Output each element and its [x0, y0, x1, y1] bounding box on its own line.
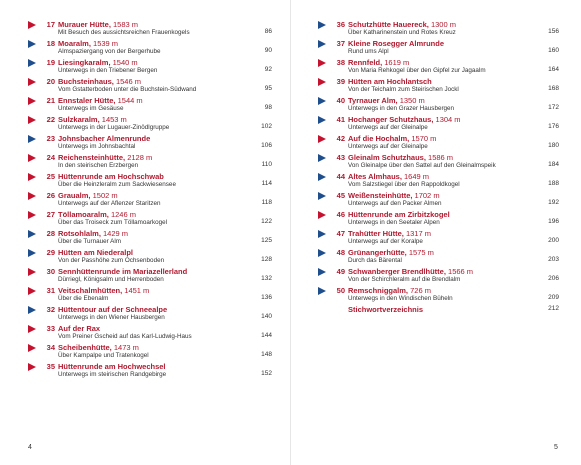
triangle-flag-icon	[28, 173, 36, 181]
entry-subtitle: Über das Troiseck zum Töllamoarkogel	[58, 218, 168, 226]
entry-title-text: Schwanberger Brendlhütte,	[348, 267, 446, 276]
entry-number: 45	[336, 191, 345, 200]
triangle-flag-icon	[28, 116, 36, 124]
entry-subtitle: Unterwegs in den Windischen Büheln	[348, 294, 453, 302]
entry-title-text: Trahütter Hütte,	[348, 229, 404, 238]
triangle-flag-icon	[28, 230, 36, 238]
entry-number: 18	[46, 39, 55, 48]
entry-title-text: Moaralm,	[58, 39, 91, 48]
entry-title-text: Murauer Hütte,	[58, 20, 111, 29]
triangle-flag-icon	[318, 40, 326, 48]
entry-altitude: 1300 m	[430, 20, 456, 29]
entry-subtitle: Über Katharinenstein und Rotes Kreuz	[348, 28, 456, 36]
toc-entry[interactable]	[28, 286, 272, 305]
entry-altitude: 1453 m	[101, 115, 127, 124]
toc-entry[interactable]	[318, 77, 559, 96]
triangle-flag-icon	[28, 211, 36, 219]
entry-number: 29	[46, 248, 55, 257]
toc-entry[interactable]	[318, 134, 559, 153]
entry-altitude: 1429 m	[103, 229, 129, 238]
entry-altitude: 1619 m	[384, 58, 410, 67]
triangle-flag-icon	[318, 230, 326, 238]
entry-title-text: Remschniggalm,	[348, 286, 409, 295]
entry-subtitle: Unterwegs auf der Koralpe	[348, 237, 423, 245]
toc-entry[interactable]	[28, 20, 272, 39]
toc-entry[interactable]	[318, 20, 559, 39]
entry-subtitle: Über Kampalpe und Tratenkogel	[58, 351, 149, 359]
index-page-number: 212	[548, 305, 559, 312]
toc-entry[interactable]	[318, 153, 559, 172]
triangle-flag-icon	[28, 363, 36, 371]
entry-altitude: 1502 m	[92, 191, 118, 200]
entry-subtitle: In den steirischen Erzbergen	[58, 161, 139, 169]
right-page	[318, 20, 559, 324]
entry-title-text: Ennstaler Hütte,	[58, 96, 116, 105]
entry-title-text: Rennfeld,	[348, 58, 383, 67]
triangle-flag-icon	[318, 116, 326, 124]
entry-page-number: 184	[548, 161, 559, 168]
toc-entry[interactable]	[28, 96, 272, 115]
entry-title-text: Tyrnauer Alm,	[348, 96, 398, 105]
entry-page-number: 200	[548, 237, 559, 244]
entry-number: 41	[336, 115, 345, 124]
entry-title-text: Hütten am Niederalpl	[58, 248, 134, 257]
triangle-flag-icon	[28, 59, 36, 67]
triangle-flag-icon	[318, 287, 326, 295]
triangle-flag-icon	[28, 40, 36, 48]
entry-number: 50	[336, 286, 345, 295]
entry-altitude: 1583 m	[113, 20, 139, 29]
page-spine	[290, 0, 291, 465]
entry-number: 43	[336, 153, 345, 162]
triangle-flag-icon	[28, 97, 36, 105]
entry-subtitle: Almspaziergang von der Bergerhube	[58, 47, 161, 55]
entry-altitude: 1649 m	[404, 172, 430, 181]
triangle-flag-icon	[318, 211, 326, 219]
entry-page-number: 92	[264, 66, 272, 73]
triangle-flag-icon	[28, 249, 36, 257]
entry-number: 21	[46, 96, 55, 105]
entry-number: 48	[336, 248, 345, 257]
entry-number: 40	[336, 96, 345, 105]
entry-title-text: Johnsbacher Almenrunde	[58, 134, 151, 143]
entry-page-number: 148	[261, 351, 272, 358]
toc-entry[interactable]	[318, 39, 559, 58]
entry-subtitle: Unterwegs auf der Gleinalpe	[348, 142, 428, 150]
entry-subtitle: Unterwegs in der Lugauer-Zinödlgruppe	[58, 123, 170, 131]
entry-altitude: 1586 m	[428, 153, 454, 162]
entry-altitude: 1575 m	[408, 248, 434, 257]
entry-page-number: 86	[264, 28, 272, 35]
triangle-flag-icon	[318, 192, 326, 200]
entry-subtitle: Von Maria Rehkogel über den Gipfel zur Jagaalm	[348, 66, 486, 74]
entry-number: 42	[336, 134, 345, 143]
entry-page-number: 122	[261, 218, 272, 225]
entry-title-text: Sulzkaralm,	[58, 115, 100, 124]
entry-number: 30	[46, 267, 55, 276]
entry-number: 37	[336, 39, 345, 48]
entry-title-text: Auf der Rax	[58, 324, 101, 333]
entry-title-text: Grünangerhütte,	[348, 248, 407, 257]
entry-subtitle: Unterwegs auf der Gleinalpe	[348, 123, 428, 131]
entry-subtitle: Rund ums Alpl	[348, 47, 389, 55]
entry-subtitle: Von der Teichalm zum Steirischen Jockl	[348, 85, 459, 93]
entry-subtitle: Von Gleinalpe über den Sattel auf den Gleinalmspeik	[348, 161, 496, 169]
entry-altitude: 1546 m	[115, 77, 141, 86]
entry-altitude: 1350 m	[399, 96, 425, 105]
entry-subtitle: Unterwegs im Gesäuse	[58, 104, 124, 112]
entry-title-text: Auf die Hochalm,	[348, 134, 410, 143]
index-entry[interactable]	[318, 305, 559, 324]
entry-title-text: Hütten am Hochlantsch	[348, 77, 432, 86]
entry-page-number: 164	[548, 66, 559, 73]
triangle-flag-icon	[28, 306, 36, 314]
entry-number: 31	[46, 286, 55, 295]
entry-title-text: Scheibenhütte,	[58, 343, 112, 352]
entry-page-number: 125	[261, 237, 272, 244]
entry-number: 33	[46, 324, 55, 333]
entry-number: 23	[46, 134, 55, 143]
entry-title-text: Altes Almhaus,	[348, 172, 402, 181]
triangle-flag-icon	[318, 21, 326, 29]
entry-altitude: 1539 m	[93, 39, 119, 48]
entry-title-text: Kleine Rosegger Almrunde	[348, 39, 444, 48]
toc-entry[interactable]	[318, 58, 559, 77]
entry-page-number: 90	[264, 47, 272, 54]
toc-entry[interactable]	[28, 210, 272, 229]
entry-title-text: Buchsteinhaus,	[58, 77, 114, 86]
entry-title-text: Töllamoaralm,	[58, 210, 109, 219]
entry-subtitle: Unterwegs auf den Packer Almen	[348, 199, 442, 207]
entry-title-text: Sennhüttenrunde im Mariazellerland	[58, 267, 188, 276]
entry-title-text: Veitschalmhütten,	[58, 286, 123, 295]
entry-page-number: 168	[548, 85, 559, 92]
triangle-flag-icon	[28, 325, 36, 333]
entry-page-number: 128	[261, 256, 272, 263]
entry-page-number: 132	[261, 275, 272, 282]
entry-altitude: 1317 m	[405, 229, 431, 238]
entry-number: 49	[336, 267, 345, 276]
entry-page-number: 203	[548, 256, 559, 263]
entry-subtitle: Durch das Bärental	[348, 256, 402, 264]
triangle-flag-icon	[318, 97, 326, 105]
triangle-flag-icon	[28, 268, 36, 276]
triangle-flag-icon	[28, 287, 36, 295]
entry-page-number: 156	[548, 28, 559, 35]
entry-page-number: 176	[548, 123, 559, 130]
entry-subtitle: Unterwegs in den Triebener Bergen	[58, 66, 158, 74]
entry-number: 19	[46, 58, 55, 67]
entry-number: 34	[46, 343, 55, 352]
entry-altitude: 1246 m	[110, 210, 136, 219]
entry-title-text: Hüttentour auf der Schneealpe	[58, 305, 168, 314]
entry-title-text: Weißensteinhütte,	[348, 191, 413, 200]
entry-number: 24	[46, 153, 55, 162]
entry-page-number: 172	[548, 104, 559, 111]
entry-altitude: 1544 m	[117, 96, 143, 105]
toc-entry[interactable]	[318, 191, 559, 210]
entry-page-number: 95	[264, 85, 272, 92]
triangle-flag-icon	[28, 135, 36, 143]
toc-entry[interactable]	[28, 39, 272, 58]
entry-subtitle: Unterwegs in den Grazer Hausbergen	[348, 104, 455, 112]
toc-entry[interactable]	[28, 58, 272, 77]
entry-subtitle: Von der Schirchleralm auf die Brendlalm	[348, 275, 461, 283]
entry-page-number: 144	[261, 332, 272, 339]
entry-title-text: Hochanger Schutzhaus,	[348, 115, 434, 124]
left-page	[28, 20, 272, 381]
toc-entry[interactable]	[318, 229, 559, 248]
entry-subtitle: Über die Turnauer Alm	[58, 237, 121, 245]
entry-number: 47	[336, 229, 345, 238]
entry-subtitle: Vom Gstatterboden unter die Buchstein-Südwand	[58, 85, 197, 93]
triangle-flag-icon	[318, 173, 326, 181]
right-folio: 5	[554, 444, 558, 451]
entry-altitude: 1451 m	[124, 286, 150, 295]
entry-page-number: 106	[261, 142, 272, 149]
entry-subtitle: Von der Passhöhe zum Ochsenboden	[58, 256, 165, 264]
triangle-flag-icon	[318, 268, 326, 276]
entry-altitude: 2128 m	[127, 153, 153, 162]
entry-subtitle: Dürriegl, Königsalm und Herrenboden	[58, 275, 164, 283]
entry-subtitle: Über die Heinzleralm zum Sackwiesensee	[58, 180, 176, 188]
entry-title-text: Hüttenrunde am Zirbitzkogel	[348, 210, 450, 219]
toc-entry[interactable]	[28, 343, 272, 362]
left-folio: 4	[28, 444, 32, 451]
triangle-flag-icon	[318, 249, 326, 257]
toc-entry[interactable]	[318, 267, 559, 286]
entry-page-number: 152	[261, 370, 272, 377]
entry-number: 36	[336, 20, 345, 29]
entry-number: 22	[46, 115, 55, 124]
entry-number: 26	[46, 191, 55, 200]
toc-entry[interactable]	[28, 267, 272, 286]
entry-number: 32	[46, 305, 55, 314]
toc-entry[interactable]	[318, 172, 559, 191]
entry-page-number: 206	[548, 275, 559, 282]
entry-subtitle: Unterwegs auf der Aflenzer Staritzen	[58, 199, 161, 207]
triangle-flag-icon	[28, 192, 36, 200]
entry-page-number: 114	[261, 180, 272, 187]
entry-title-text: Liesingkaralm,	[58, 58, 111, 67]
entry-altitude: 1540 m	[112, 58, 138, 67]
triangle-flag-icon	[318, 135, 326, 143]
entry-altitude: 1570 m	[411, 134, 437, 143]
toc-entry[interactable]	[28, 77, 272, 96]
entry-altitude: 1304 m	[435, 115, 461, 124]
entry-page-number: 160	[548, 47, 559, 54]
entry-number: 44	[336, 172, 345, 181]
toc-entry[interactable]	[318, 115, 559, 134]
entry-number: 25	[46, 172, 55, 181]
toc-entry[interactable]	[28, 115, 272, 134]
toc-entry[interactable]	[28, 229, 272, 248]
entry-altitude: 726 m	[410, 286, 431, 295]
toc-entry[interactable]	[28, 153, 272, 172]
entry-page-number: 118	[261, 199, 272, 206]
entry-number: 46	[336, 210, 345, 219]
entry-altitude: 1566 m	[448, 267, 474, 276]
entry-page-number: 110	[261, 161, 272, 168]
index-label: Stichwortverzeichnis	[348, 305, 424, 314]
triangle-flag-icon	[28, 78, 36, 86]
entry-page-number: 102	[261, 123, 272, 130]
triangle-flag-icon	[318, 78, 326, 86]
triangle-flag-icon	[318, 59, 326, 67]
entry-subtitle: Unterwegs im steirischen Randgebirge	[58, 370, 167, 378]
toc-entry[interactable]	[318, 286, 559, 305]
entry-altitude: 1473 m	[113, 343, 139, 352]
toc-entry[interactable]	[318, 210, 559, 229]
entry-subtitle: Mit Besuch des aussichtsreichen Frauenkogels	[58, 28, 190, 36]
toc-entry[interactable]	[318, 96, 559, 115]
entry-page-number: 188	[548, 180, 559, 187]
toc-entry[interactable]	[28, 172, 272, 191]
entry-number: 38	[336, 58, 345, 67]
toc-entry[interactable]	[318, 248, 559, 267]
entry-altitude: 1702 m	[414, 191, 440, 200]
entry-title-text: Graualm,	[58, 191, 91, 200]
entry-number: 35	[46, 362, 55, 371]
entry-subtitle: Unterwegs in den Seetaler Alpen	[348, 218, 440, 226]
entry-page-number: 180	[548, 142, 559, 149]
entry-number: 28	[46, 229, 55, 238]
entry-page-number: 98	[264, 104, 272, 111]
entry-page-number: 196	[548, 218, 559, 225]
entry-subtitle: Über die Ebenalm	[58, 294, 109, 302]
entry-page-number: 209	[548, 294, 559, 301]
toc-entry[interactable]	[28, 191, 272, 210]
entry-page-number: 136	[261, 294, 272, 301]
entry-number: 27	[46, 210, 55, 219]
entry-subtitle: Vom Salzstiegel über den Rappoldkogel	[348, 180, 460, 188]
entry-number: 39	[336, 77, 345, 86]
triangle-flag-icon	[28, 344, 36, 352]
toc-entry[interactable]	[28, 324, 272, 343]
entry-page-number: 140	[261, 313, 272, 320]
entry-subtitle: Vom Preiner Gscheid auf das Karl-Ludwig-Haus	[58, 332, 192, 340]
entry-title-text: Schutzhütte Hauereck,	[348, 20, 429, 29]
entry-subtitle: Unterwegs im Johnsbachtal	[58, 142, 136, 150]
triangle-flag-icon	[28, 21, 36, 29]
toc-entry[interactable]	[28, 362, 272, 381]
entry-number: 20	[46, 77, 55, 86]
entry-number: 17	[46, 20, 55, 29]
toc-entry[interactable]	[28, 305, 272, 324]
toc-entry[interactable]	[28, 248, 272, 267]
entry-title-text: Hüttenrunde am Hochwechsel	[58, 362, 166, 371]
entry-title-text: Reichensteinhütte,	[58, 153, 126, 162]
entry-title-text: Hüttenrunde am Hochschwab	[58, 172, 164, 181]
triangle-flag-icon	[318, 154, 326, 162]
triangle-flag-icon	[28, 154, 36, 162]
toc-entry[interactable]	[28, 134, 272, 153]
entry-page-number: 192	[548, 199, 559, 206]
entry-title-text: Gleinalm Schutzhaus,	[348, 153, 426, 162]
entry-subtitle: Unterwegs in den Wiener Hausbergen	[58, 313, 165, 321]
entry-title-text: Rotsohlalm,	[58, 229, 101, 238]
